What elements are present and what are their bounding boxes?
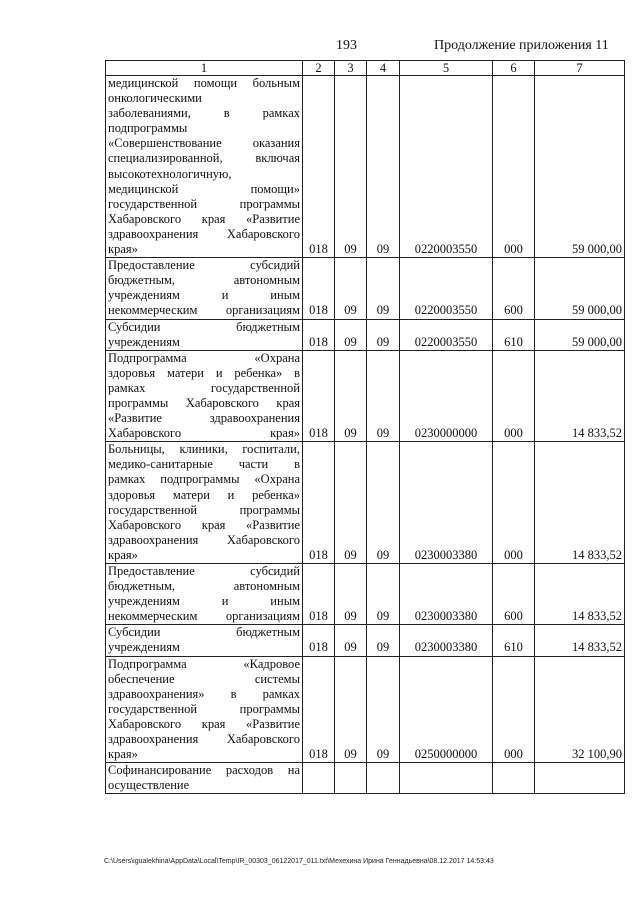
expense-type-code [493, 763, 535, 794]
expense-type-code: 610 [493, 625, 535, 656]
ministry-code [303, 763, 335, 794]
section-code: 09 [335, 319, 367, 350]
ministry-code: 018 [303, 76, 335, 258]
section-code [335, 763, 367, 794]
section-code: 09 [335, 76, 367, 258]
column-header: 4 [367, 61, 400, 76]
table-row [106, 258, 625, 319]
row-description: Подпрограмма «Кадровое обеспечение системы здравоохранения» в рамках государственной программы Хабаровского края «Развитие здравоохранения Хабаровского края» [106, 656, 303, 763]
section-code: 09 [335, 625, 367, 656]
subsection-code: 09 [367, 656, 400, 763]
target-article-code: 0230003380 [400, 625, 493, 656]
target-article-code: 0250000000 [400, 656, 493, 763]
ministry-code: 018 [303, 656, 335, 763]
column-header: 2 [303, 61, 335, 76]
row-description: Больницы, клиники, госпитали, медико-санитарные части в рамках подпрограммы «Охрана здоровья матери и ребенка» государственной программы Хабаровского края «Развитие здравоохранения Хабаровского края» [106, 442, 303, 564]
table-row [106, 656, 625, 763]
table-row [106, 350, 625, 442]
section-code: 09 [335, 656, 367, 763]
column-header: 5 [400, 61, 493, 76]
amount-value: 32 100,90 [535, 656, 625, 763]
table-row [106, 625, 625, 656]
subsection-code: 09 [367, 319, 400, 350]
table-row [106, 319, 625, 350]
row-description: Предоставление субсидий бюджетным, автономным учреждениям и иным некоммерческим организациям [106, 258, 303, 319]
table-header-row [106, 61, 625, 76]
target-article-code: 0230000000 [400, 350, 493, 442]
amount-value: 59 000,00 [535, 258, 625, 319]
expense-type-code: 600 [493, 258, 535, 319]
ministry-code: 018 [303, 625, 335, 656]
ministry-code: 018 [303, 319, 335, 350]
amount-value: 14 833,52 [535, 564, 625, 625]
row-description: медицинской помощи больным онкологическими заболеваниями, в рамках подпрограммы «Совершенствование оказания специализированной, включая высокотехнологичную, медицинской помощи» государственной программы Хабаровского края «Развитие здравоохранения Хабаровского края» [106, 76, 303, 258]
amount-value: 14 833,52 [535, 442, 625, 564]
ministry-code: 018 [303, 350, 335, 442]
row-description: Субсидии бюджетным учреждениям [106, 625, 303, 656]
expense-type-code: 000 [493, 656, 535, 763]
expense-type-code: 600 [493, 564, 535, 625]
row-description: Софинансирование расходов на осуществление [106, 763, 303, 794]
subsection-code: 09 [367, 442, 400, 564]
target-article-code: 0220003550 [400, 258, 493, 319]
section-code: 09 [335, 564, 367, 625]
amount-value: 59 000,00 [535, 319, 625, 350]
subsection-code: 09 [367, 76, 400, 258]
ministry-code: 018 [303, 564, 335, 625]
section-code: 09 [335, 350, 367, 442]
subsection-code: 09 [367, 625, 400, 656]
target-article-code: 0220003550 [400, 76, 493, 258]
page-number: 193 [336, 38, 357, 53]
table-row [106, 442, 625, 564]
row-description: Предоставление субсидий бюджетным, автономным учреждениям и иным некоммерческим организациям [106, 564, 303, 625]
table-row [106, 76, 625, 258]
ministry-code: 018 [303, 258, 335, 319]
file-path-footer: C:\Users\igualekhina\AppData\Local\Temp\IR_00303_06122017_011.txt\Мехехина Ирина Геннадьевна\08.12.2017 14:53:43 [104, 858, 494, 865]
table-row [106, 564, 625, 625]
row-description: Подпрограмма «Охрана здоровья матери и ребенка» в рамках государственной программы Хабаровского края «Развитие здравоохранения Хабаровского края» [106, 350, 303, 442]
continuation-title: Продолжение приложения 11 [434, 38, 609, 53]
target-article-code [400, 763, 493, 794]
budget-table [105, 60, 625, 794]
expense-type-code: 610 [493, 319, 535, 350]
amount-value: 59 000,00 [535, 76, 625, 258]
ministry-code: 018 [303, 442, 335, 564]
subsection-code [367, 763, 400, 794]
subsection-code: 09 [367, 350, 400, 442]
column-header: 1 [106, 61, 303, 76]
section-code: 09 [335, 258, 367, 319]
amount-value [535, 763, 625, 794]
amount-value: 14 833,52 [535, 350, 625, 442]
subsection-code: 09 [367, 258, 400, 319]
table-row [106, 763, 625, 794]
expense-type-code: 000 [493, 76, 535, 258]
expense-type-code: 000 [493, 442, 535, 564]
target-article-code: 0230003380 [400, 442, 493, 564]
row-description: Субсидии бюджетным учреждениям [106, 319, 303, 350]
subsection-code: 09 [367, 564, 400, 625]
target-article-code: 0230003380 [400, 564, 493, 625]
column-header: 3 [335, 61, 367, 76]
column-header: 7 [535, 61, 625, 76]
section-code: 09 [335, 442, 367, 564]
column-header: 6 [493, 61, 535, 76]
expense-type-code: 000 [493, 350, 535, 442]
amount-value: 14 833,52 [535, 625, 625, 656]
target-article-code: 0220003550 [400, 319, 493, 350]
